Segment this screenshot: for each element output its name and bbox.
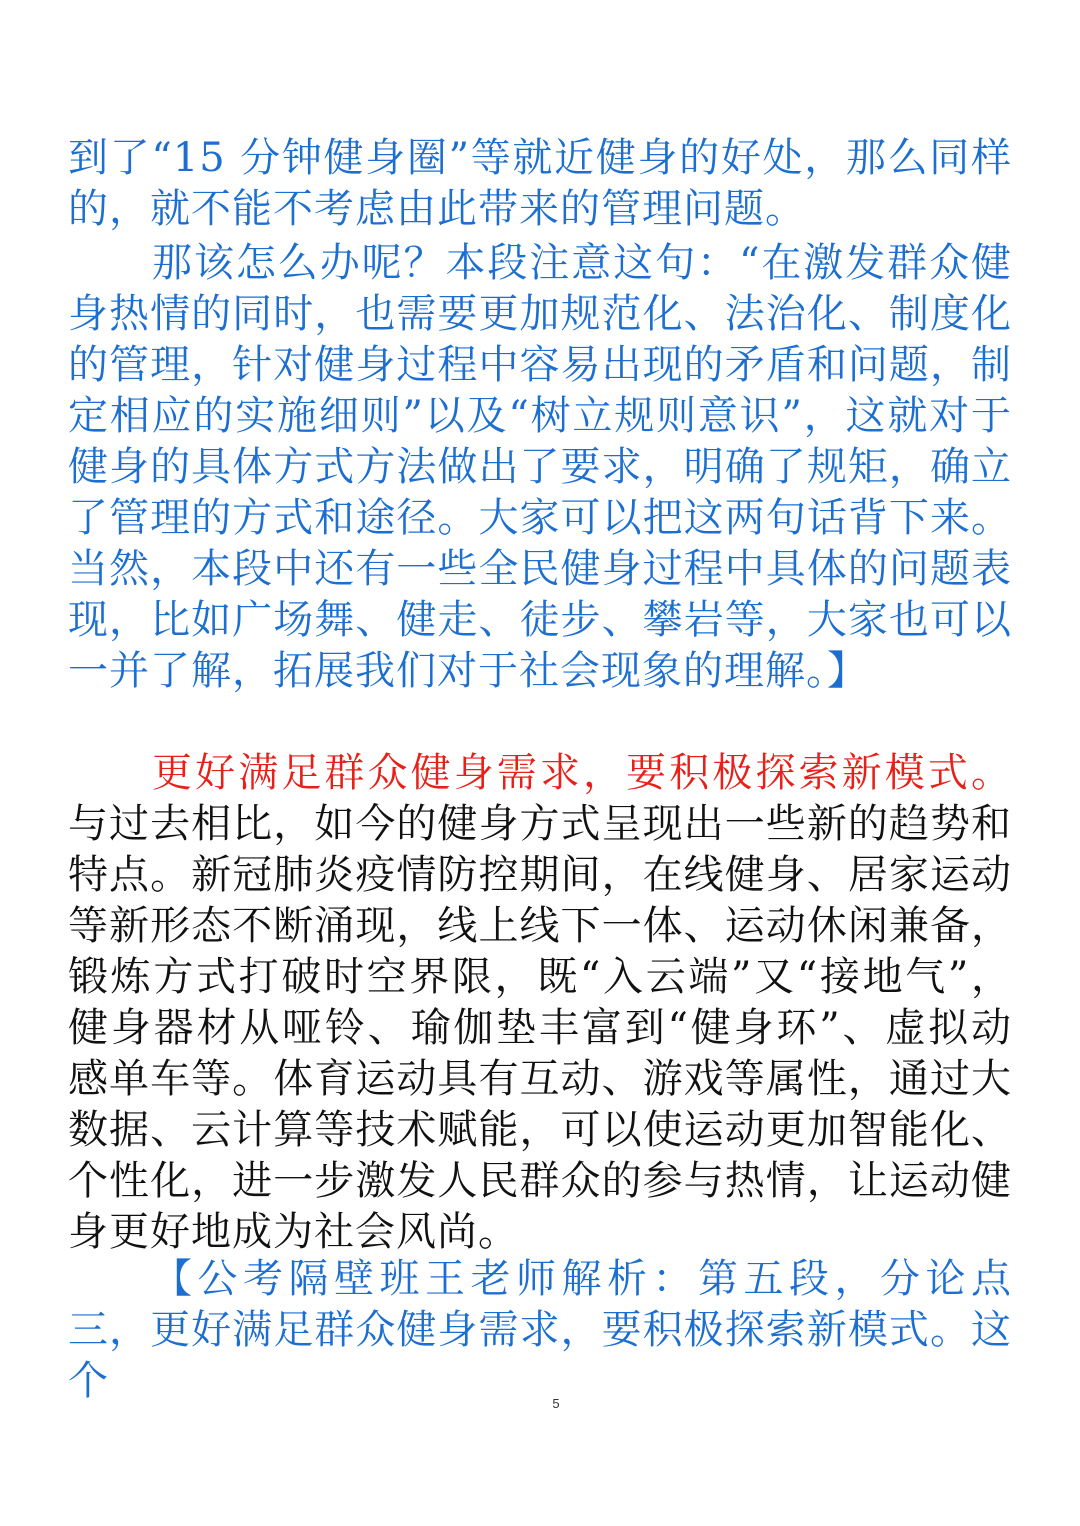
section-body: 与过去相比，如今的健身方式呈现出一些新的趋势和特点。新冠肺炎疫情防控期间，在线健身、居家运动等新形态不断涌现，线上线下一体、运动休闲兼备，锻炼方式打破时空界限，既“入云端”又“接地气”，健身器材从哑铃、瑜伽垫丰富到“健身环”、虚拟动感单车等。体育运动具有互动、游戏等属性，通过大数据、云计算等技术赋能，可以使运动更加智能化、个性化，进一步激发人民群众的参与热情，让运动健身更好地成为社会风尚。 xyxy=(68,801,1012,1255)
analysis-paragraph: 那该怎么办呢？本段注意这句：“在激发群众健身热情的同时，也需要更加规范化、法治化、制度化的管理，针对健身过程中容易出现的矛盾和问题，制定相应的实施细则”以及“树立规则意识”，这就对于健身的具体方式方法做出了要求，明确了规矩，确立了管理的方式和途径。大家可以把这两句话背下来。当然，本段中还有一些全民健身过程中具体的问题表现，比如广场舞、健走、徒步、攀岩等，大家也可以一并了解，拓展我们对于社会现象的理解。】 xyxy=(68,240,1012,694)
page-number: 5 xyxy=(552,1396,560,1411)
continuation-paragraph: 到了“15 分钟健身圈”等就近健身的好处，那么同样的，就不能不考虑由此带来的管理问题。 xyxy=(68,135,1012,232)
section-heading: 更好满足群众健身需求，要积极探索新模式。 xyxy=(152,750,1012,796)
section-paragraph xyxy=(68,748,1012,1258)
teacher-analysis-paragraph: 【公考隔壁班王老师解析：第五段，分论点三，更好满足群众健身需求，要积极探索新模式。这个 xyxy=(68,1256,1012,1404)
